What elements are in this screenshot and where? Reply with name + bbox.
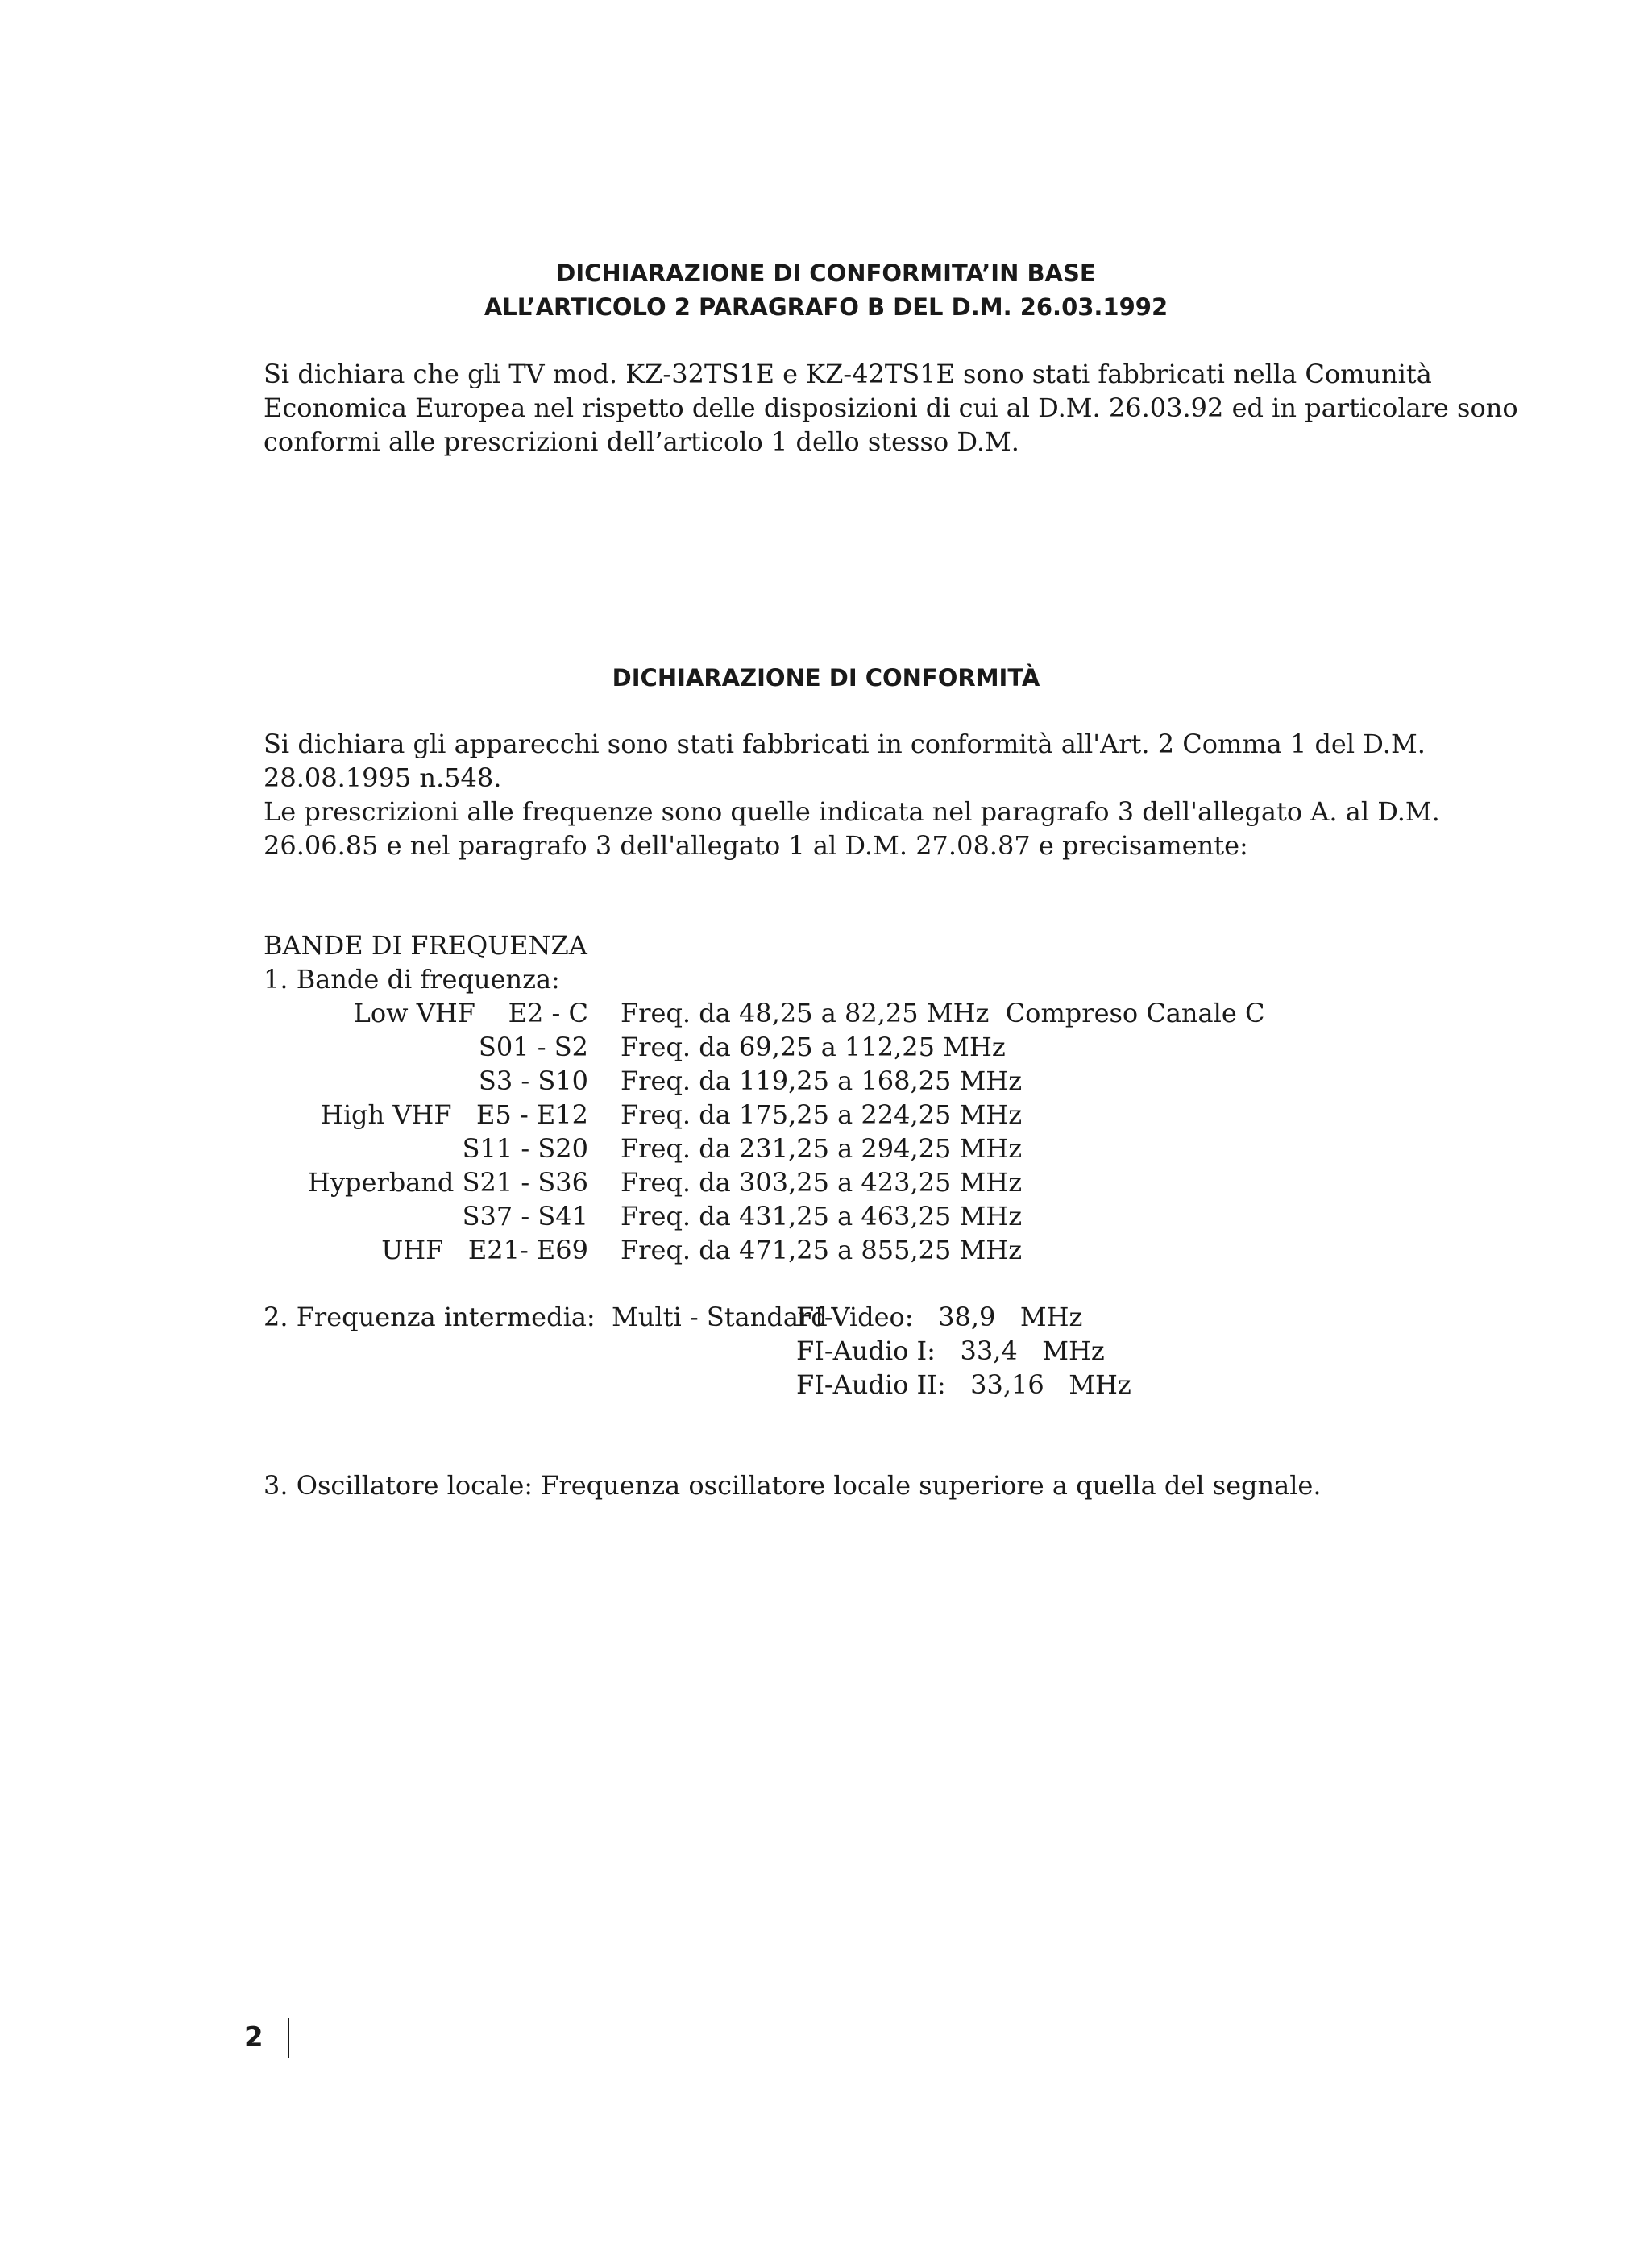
intermediate-frequency-label: 2. Frequenza intermedia: Multi - Standard [264,1302,828,1332]
declaration2-body-line: Le prescrizioni alle frequenze sono quelle indicata nel paragrafo 3 dell'allegato A. al D.M. [264,796,1440,827]
band-frequency: Freq. da 119,25 a 168,25 MHz [621,1065,1023,1096]
declaration2-body [264,727,1440,862]
page-number-divider [288,2018,289,2058]
band-frequency: Freq. da 48,25 a 82,25 MHz Compreso Canale C [621,998,1265,1028]
band-label: Low VHF E2 - C [353,998,588,1028]
declaration2-body-line: 28.08.1995 n.548. [264,762,502,793]
band-label: S37 - S41 [462,1201,588,1232]
declaration2-title: DICHIARAZIONE DI CONFORMITÀ [612,664,1040,692]
intermediate-frequency-value: FI-Audio II: 33,16 MHz [796,1369,1131,1400]
band-label: S11 - S20 [462,1133,588,1164]
band-label: UHF E21- E69 [381,1235,588,1265]
local-oscillator-text: 3. Oscillatore locale: Frequenza oscillatore locale superiore a quella del segnale. [264,1470,1322,1501]
band-row [0,1199,1652,1233]
band-frequency: Freq. da 431,25 a 463,25 MHz [621,1201,1023,1232]
band-frequency: Freq. da 175,25 a 224,25 MHz [621,1099,1023,1130]
band-row [0,1098,1652,1132]
declaration1-body-line: Economica Europea nel rispetto delle disposizioni di cui al D.M. 26.03.92 ed in particolare sono [264,393,1518,423]
page-number: 2 [244,2021,264,2054]
declaration2-body-line: 26.06.85 e nel paragrafo 3 dell'allegato 1 al D.M. 27.08.87 e precisamente: [264,830,1248,861]
band-label: High VHF E5 - E12 [320,1099,588,1130]
band-frequency: Freq. da 69,25 a 112,25 MHz [621,1032,1006,1062]
band-frequency: Freq. da 231,25 a 294,25 MHz [621,1133,1023,1164]
bands-subtitle: 1. Bande di frequenza: [264,964,560,995]
band-row [0,1233,1652,1267]
declaration1-title-line1: DICHIARAZIONE DI CONFORMITA’IN BASE [556,260,1096,287]
band-frequency: Freq. da 471,25 a 855,25 MHz [621,1235,1023,1265]
band-frequency: Freq. da 303,25 a 423,25 MHz [621,1167,1023,1198]
band-row [0,996,1652,1030]
declaration2-body-line: Si dichiara gli apparecchi sono stati fabbricati in conformità all'Art. 2 Comma 1 del D.M. [264,729,1426,759]
band-label: Hyperband S21 - S36 [308,1167,588,1198]
declaration1-body-line: conformi alle prescrizioni dell’articolo 1 dello stesso D.M. [264,426,1019,457]
band-row [0,1030,1652,1064]
band-row [0,1064,1652,1098]
band-row [0,1165,1652,1199]
band-label: S01 - S2 [478,1032,588,1062]
intermediate-frequency-value: FI-Audio I: 33,4 MHz [796,1335,1105,1366]
declaration1-body [264,357,1518,459]
bands-section-title: BANDE DI FREQUENZA [264,930,587,961]
declaration1-body-line: Si dichiara che gli TV mod. KZ-32TS1E e KZ-42TS1E sono stati fabbricati nella Comunità [264,359,1432,389]
intermediate-frequency-value: FI-Video: 38,9 MHz [796,1302,1083,1332]
band-row [0,1132,1652,1165]
declaration1-title-line2: ALL’ARTICOLO 2 PARAGRAFO B DEL D.M. 26.03.1992 [484,293,1168,321]
band-label: S3 - S10 [478,1065,588,1096]
